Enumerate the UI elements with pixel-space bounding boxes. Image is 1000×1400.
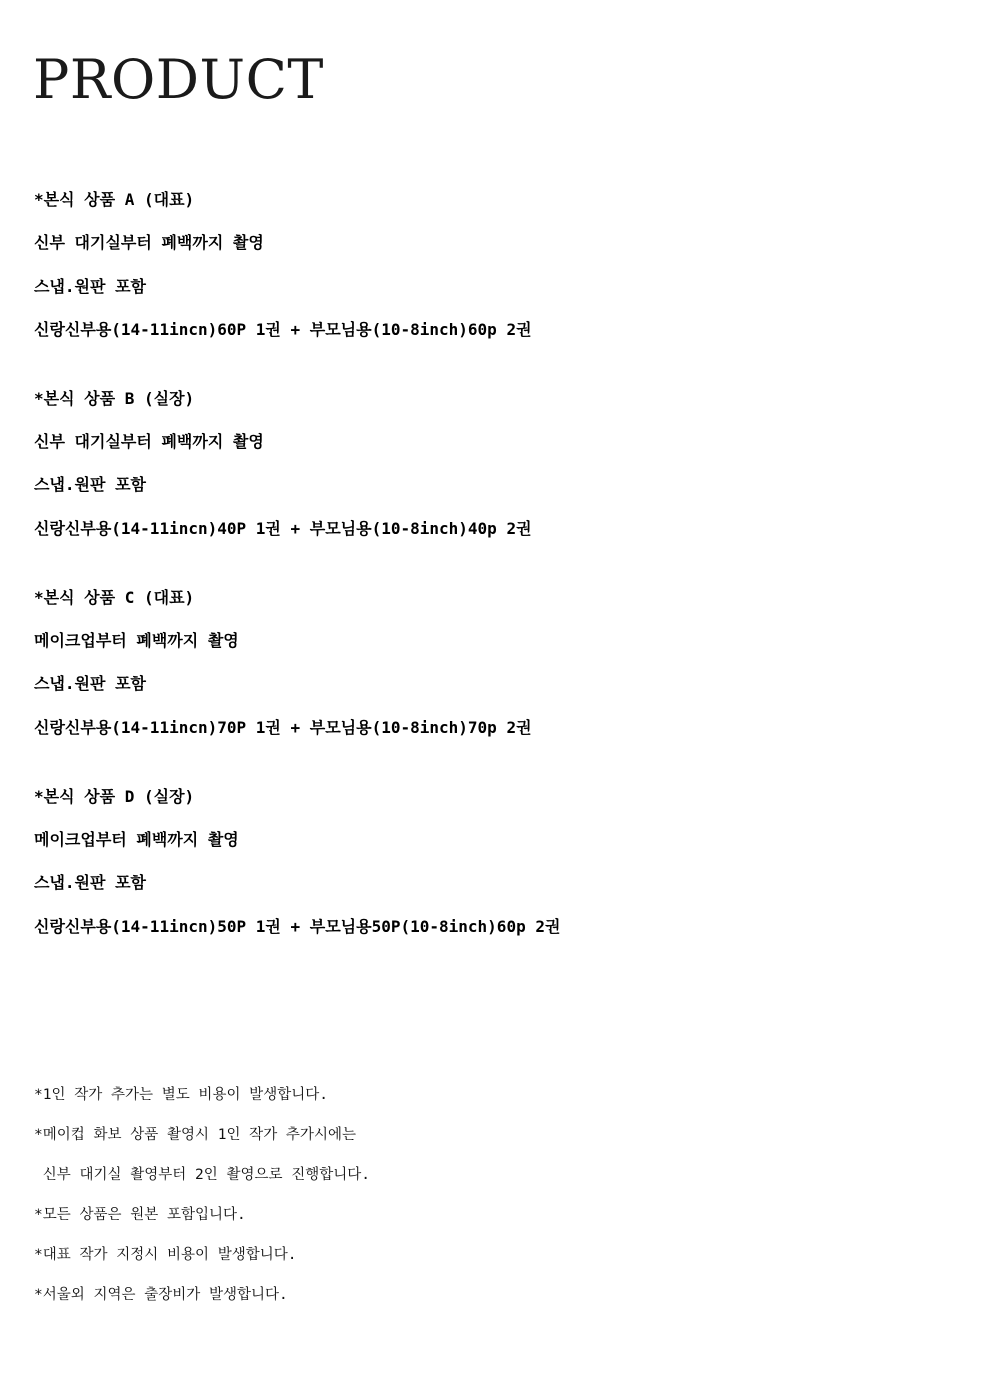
product-heading: *본식 상품 A (대표) [34, 190, 195, 209]
product-list [34, 186, 560, 982]
product-coverage: 메이크업부터 폐백까지 촬영 [34, 631, 239, 651]
notes-list [34, 1083, 370, 1323]
product-heading: *본식 상품 D (실장) [34, 786, 195, 806]
product-heading: *본식 상품 B (실장) [34, 388, 195, 408]
product-includes: 스냅.원판 포함 [34, 873, 147, 893]
product-coverage: 메이크업부터 폐백까지 촬영 [34, 829, 239, 849]
product-item-b [34, 385, 560, 543]
product-albums: 신랑신부용(14-11incn)70P 1권 + 부모님용(10-8inch)70p 2권 [34, 717, 532, 737]
product-includes: 스냅.원판 포함 [34, 475, 147, 495]
product-albums: 신랑신부용(14-11incn)50P 1권 + 부모님용50P(10-8inch)60p 2권 [34, 916, 561, 936]
product-albums: 신랑신부용(14-11incn)40P 1권 + 부모님용(10-8inch)40p 2권 [34, 518, 532, 538]
note-line: *1인 작가 추가는 별도 비용이 발생합니다. [34, 1087, 328, 1103]
note-line: *대표 작가 지정시 비용이 발생합니다. [34, 1247, 297, 1263]
product-coverage: 신부 대기실부터 폐백까지 촬영 [34, 233, 264, 253]
note-line: *메이컵 화보 상품 촬영시 1인 작가 추가시에는 [34, 1127, 356, 1143]
product-includes: 스냅.원판 포함 [34, 674, 147, 694]
product-coverage: 신부 대기실부터 폐백까지 촬영 [34, 432, 264, 452]
product-item-a [34, 186, 560, 344]
page-title: PRODUCT [33, 48, 324, 111]
product-albums: 신랑신부용(14-11incn)60P 1권 + 부모님용(10-8inch)60p 2권 [34, 319, 532, 339]
product-item-d [34, 783, 560, 941]
note-line: *모든 상품은 원본 포함입니다. [34, 1207, 246, 1223]
product-heading: *본식 상품 C (대표) [34, 587, 195, 607]
product-includes: 스냅.원판 포함 [34, 276, 147, 296]
note-line: *서울외 지역은 출장비가 발생합니다. [34, 1287, 288, 1303]
note-line: 신부 대기실 촬영부터 2인 촬영으로 진행합니다. [34, 1167, 370, 1183]
product-item-c [34, 584, 560, 742]
